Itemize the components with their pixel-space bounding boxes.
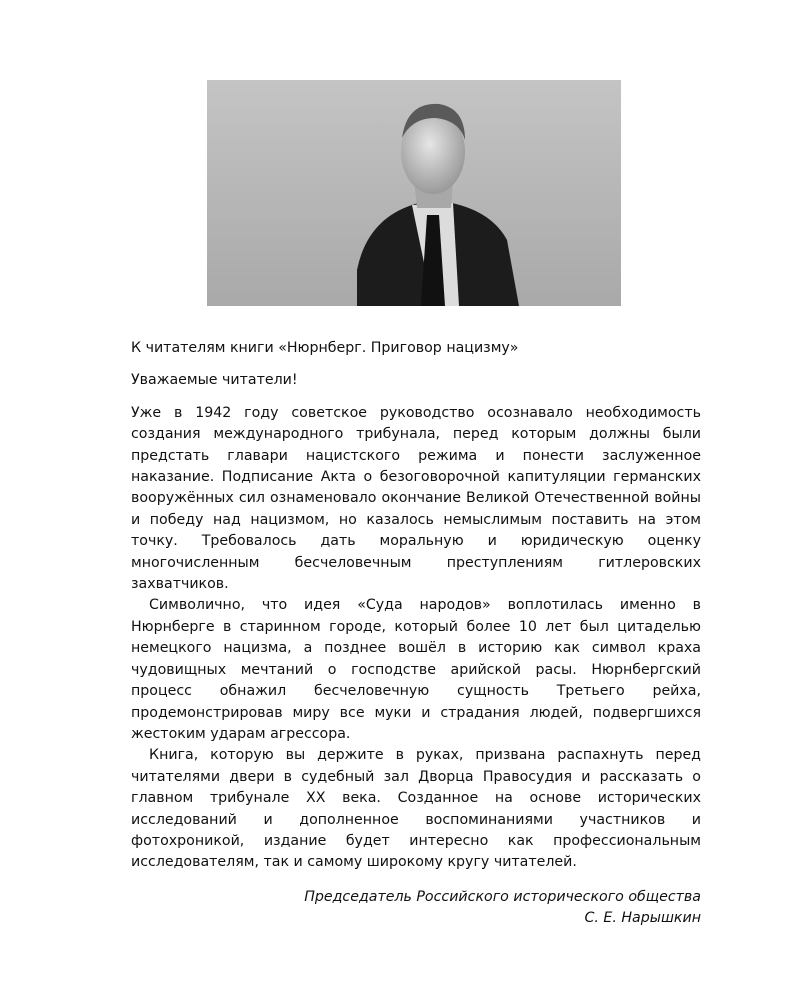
paragraph-3: Книга, которую вы держите в руках, призвана распахнуть перед читателями двери в судебный зал Дворца Правосудия и рассказать о главном трибунале XX века. Созданное на основе исторических исследований и дополненное воспоминаниями участников и фотохроникой, издание будет интересно как профессиональным исследователям, так и самому широкому кругу читателей. <box>131 747 701 871</box>
portrait-photo <box>207 80 621 306</box>
paragraph-2: Символично, что идея «Суда народов» воплотилась именно в Нюрнберге в старинном городе, который более 10 лет был цитаделью немецкого нацизма, а позднее вошёл в историю как символ краха чудовищных мечтаний о господстве арийской расы. Нюрнбергский процесс обнажил бесчеловечную сущность Третьего рейха, продемонстрировав миру все муки и страдания людей, подвергшихся жестоким ударам агрессора. <box>131 597 701 742</box>
portrait-illustration <box>207 80 621 306</box>
page-title: К читателям книги «Нюрнберг. Приговор нацизму» <box>131 340 519 356</box>
signature-title: Председатель Российского исторического общества <box>304 888 701 905</box>
signature <box>131 887 701 930</box>
greeting: Уважаемые читатели! <box>131 372 298 389</box>
signature-name: С. Е. Нарышкин <box>584 910 701 927</box>
preface-text <box>131 338 701 930</box>
body-text <box>131 403 701 874</box>
paragraph-1: Уже в 1942 году советское руководство осознавало необходимость создания международного трибунала, перед которым должны были предстать главари нацистского режима и понести заслуженное наказание. Подписание Акта о безоговорочной капитуляции германских вооружённых сил ознаменовало окончание Великой Отечественной войны и победу над нацизмом, но казалось немыслимым поставить на этом точку. Требовалось дать моральную и юридическую оценку многочисленным бесчеловечным преступлениям гитлеровских захватчиков. <box>131 404 701 593</box>
